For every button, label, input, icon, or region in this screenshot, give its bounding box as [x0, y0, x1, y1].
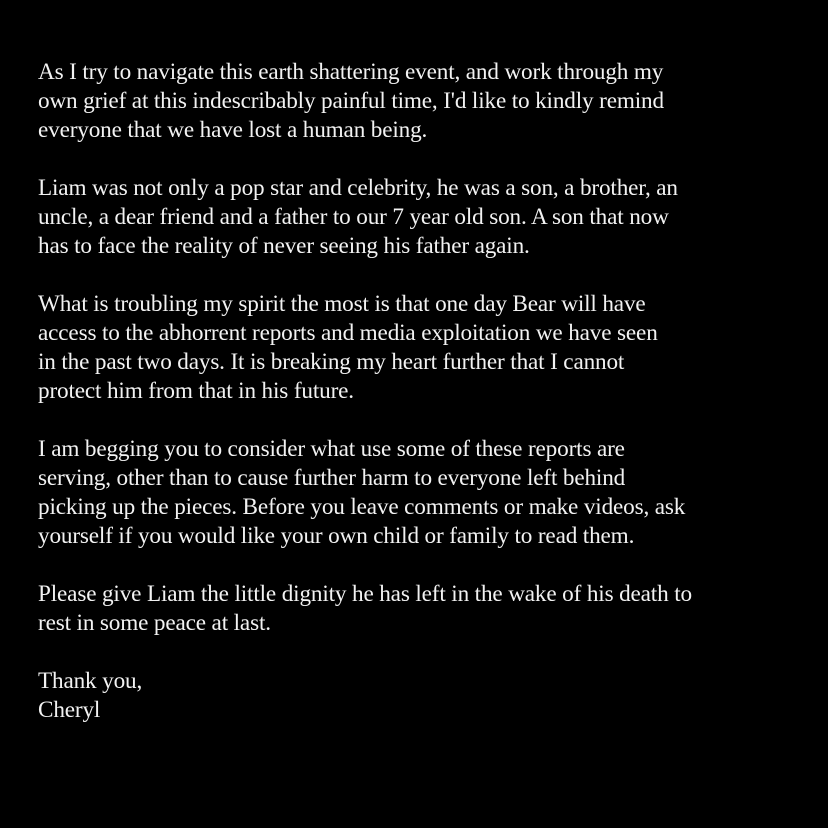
- paragraph-line: What is troubling my spirit the most is that one day Bear will have: [38, 291, 646, 317]
- paragraph-line: I am begging you to consider what use some of these reports are: [38, 436, 625, 462]
- paragraph-line: Please give Liam the little dignity he has left in the wake of his death to: [38, 581, 692, 607]
- signoff-block: [38, 667, 798, 725]
- paragraph-1: [38, 58, 798, 145]
- paragraph-line: protect him from that in his future.: [38, 378, 354, 404]
- signature: Cheryl: [38, 697, 101, 723]
- paragraph-3: [38, 290, 798, 406]
- paragraph-line: everyone that we have lost a human being.: [38, 117, 428, 143]
- paragraph-5: [38, 580, 798, 638]
- paragraph-line: access to the abhorrent reports and media exploitation we have seen: [38, 320, 658, 346]
- paragraph-line: yourself if you would like your own child or family to read them.: [38, 523, 635, 549]
- paragraph-line: has to face the reality of never seeing his father again.: [38, 233, 530, 259]
- paragraph-line: rest in some peace at last.: [38, 610, 271, 636]
- paragraph-line: Liam was not only a pop star and celebrity, he was a son, a brother, an: [38, 175, 678, 201]
- paragraph-line: serving, other than to cause further harm to everyone left behind: [38, 465, 626, 491]
- paragraph-2: [38, 174, 798, 261]
- paragraph-line: in the past two days. It is breaking my heart further that I cannot: [38, 349, 625, 375]
- closing-line: Thank you,: [38, 668, 143, 694]
- paragraph-line: own grief at this indescribably painful time, I'd like to kindly remind: [38, 88, 664, 114]
- paragraph-line: uncle, a dear friend and a father to our 7 year old son. A son that now: [38, 204, 669, 230]
- paragraph-line: As I try to navigate this earth shattering event, and work through my: [38, 59, 664, 85]
- paragraph-4: [38, 435, 798, 551]
- paragraph-line: picking up the pieces. Before you leave comments or make videos, ask: [38, 494, 686, 520]
